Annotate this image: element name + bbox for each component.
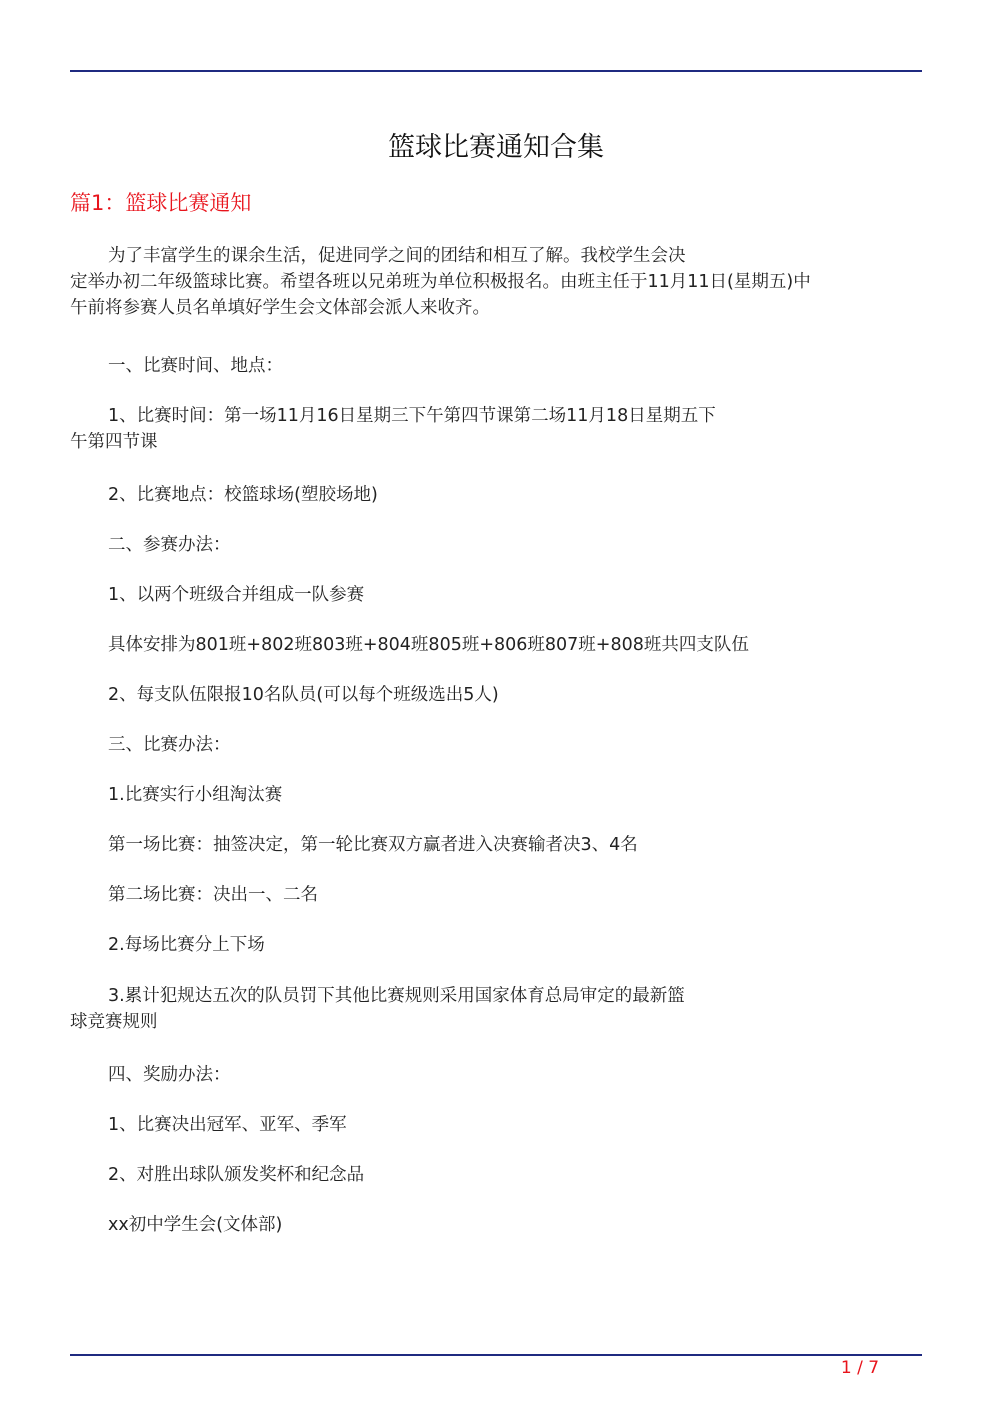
- paragraph-line: xx初中学生会(文体部): [108, 1215, 283, 1235]
- document-title: 篮球比赛通知合集: [388, 132, 604, 163]
- paragraph-award-rule-1: [70, 1112, 347, 1138]
- paragraph-line: 二、参赛办法：: [108, 535, 231, 555]
- paragraph-entry-heading: [70, 532, 231, 558]
- paragraph-line: 午前将参赛人员名单填好学生会文体部会派人来收齐。: [70, 298, 490, 318]
- paragraph-format-rule-2: [70, 932, 265, 958]
- paragraph-intro: [70, 243, 811, 321]
- paragraph-line: 一、比赛时间、地点：: [108, 356, 283, 376]
- footer-rule: [70, 1354, 922, 1356]
- paragraph-line: 2、对胜出球队颁发奖杯和纪念品: [108, 1165, 365, 1185]
- paragraph-entry-rule-2: [70, 682, 499, 708]
- paragraph-entry-rule-1: [70, 582, 364, 608]
- paragraph-first-match: [70, 832, 638, 858]
- paragraph-award-heading: [70, 1062, 231, 1088]
- paragraph-line: 四、奖励办法：: [108, 1065, 231, 1085]
- paragraph-line: 2.每场比赛分上下场: [108, 935, 265, 955]
- paragraph-time-place-heading: [70, 353, 283, 379]
- paragraph-team-arrangement: [70, 632, 749, 658]
- paragraph-line: 球竞赛规则: [70, 1012, 158, 1032]
- paragraph-line: 三、比赛办法：: [108, 735, 231, 755]
- paragraph-format-rule-1: [70, 782, 282, 808]
- paragraph-line: 定举办初二年级篮球比赛。希望各班以兄弟班为单位积极报名。由班主任于11月11日(星期五)中: [70, 272, 811, 292]
- paragraph-line: 具体安排为801班+802班803班+804班805班+806班807班+808班共四支队伍: [108, 635, 749, 655]
- paragraph-line: 第二场比赛：决出一、二名: [108, 885, 318, 905]
- header-rule: [70, 70, 922, 72]
- paragraph-line: 为了丰富学生的课余生活，促进同学之间的团结和相互了解。我校学生会决: [108, 246, 686, 266]
- paragraph-line: 1、比赛决出冠军、亚军、季军: [108, 1115, 347, 1135]
- paragraph-match-place: [70, 482, 378, 508]
- paragraph-line: 3.累计犯规达五次的队员罚下其他比赛规则采用国家体育总局审定的最新篮: [108, 986, 685, 1006]
- paragraph-award-rule-2: [70, 1162, 364, 1188]
- page-number: 1 / 7: [840, 1358, 880, 1378]
- paragraph-line: 1、以两个班级合并组成一队参赛: [108, 585, 365, 605]
- paragraph-line: 1、比赛时间：第一场11月16日星期三下午第四节课第二场11月18日星期五下: [108, 406, 716, 426]
- paragraph-format-heading: [70, 732, 231, 758]
- paragraph-line: 2、每支队伍限报10名队员(可以每个班级选出5人): [108, 685, 499, 705]
- paragraph-line: 1.比赛实行小组淘汰赛: [108, 785, 283, 805]
- paragraph-line: 午第四节课: [70, 432, 158, 452]
- section-heading: 篇1：篮球比赛通知: [70, 191, 252, 215]
- paragraph-format-rule-3: [70, 983, 685, 1035]
- paragraph-line: 2、比赛地点：校篮球场(塑胶场地): [108, 485, 378, 505]
- paragraph-match-time: [70, 403, 716, 455]
- paragraph-second-match: [70, 882, 318, 908]
- paragraph-signature: [70, 1212, 282, 1238]
- paragraph-line: 第一场比赛：抽签决定，第一轮比赛双方赢者进入决赛输者决3、4名: [108, 835, 638, 855]
